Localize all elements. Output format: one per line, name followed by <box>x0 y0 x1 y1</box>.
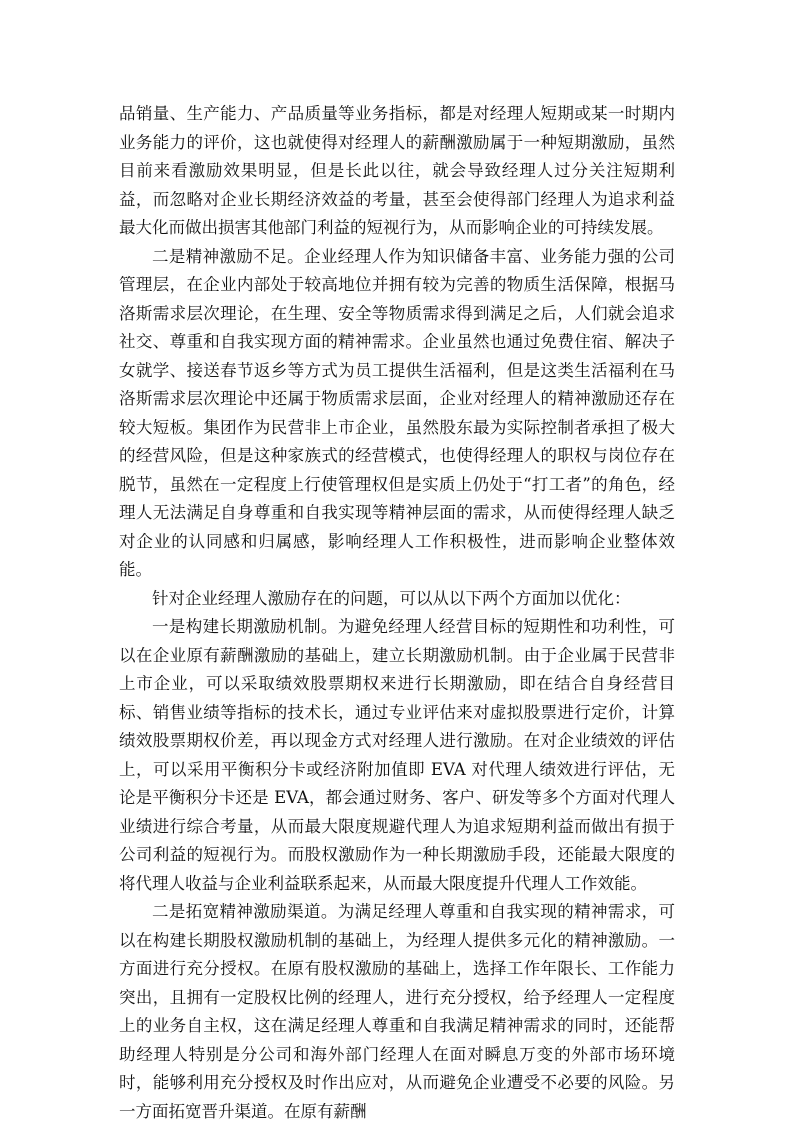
paragraph-continuation: 品销量、生产能力、产品质量等业务指标，都是对经理人短期或某一时期内业务能力的评价，这也就使得对经理人的薪酬激励属于一种短期激励，虽然目前来看激励效果明显，但是长此以往，就会导致经理人过分关注短期利益，而忽略对企业长期经济效益的考量，甚至会使得部门经理人为追求利益最大化而做出损害其他部门利益的短视行为，从而影响企业的可持续发展。 <box>119 104 675 237</box>
paragraph-long-term-incentive: 一是构建长期激励机制。为避免经理人经营目标的短期性和功利性，可以在企业原有薪酬激励的基础上，建立长期激励机制。由于企业属于民营非上市企业，可以采取绩效股票期权来进行长期激励，即在结合自身经营目标、销售业绩等指标的技术长，通过专业评估来对虚拟股票进行定价，计算绩效股票期权价差，再以现金方式对经理人进行激励。在对企业绩效的评估上，可以采用平衡积分卡或经济附加值即 EVA 对代理人绩效进行评估，无论是平衡积分卡还是 EVA，都会通过财务、客户、研发等多个方面对代理人业绩进行综合考量，从而最大限度规避代理人为追求短期利益而做出有损于公司利益的短视行为。而股权激励作为一种长期激励手段，还能最大限度的将代理人收益与企业利益联系起来，从而最大限度提升代理人工作效能。 <box>119 617 675 893</box>
paragraph-optimization-intro: 针对企业经理人激励存在的问题，可以从以下两个方面加以优化： <box>152 588 631 608</box>
paragraph-spiritual-incentive-shortage: 二是精神激励不足。企业经理人作为知识储备丰富、业务能力强的公司管理层，在企业内部处于较高地位并拥有较为完善的物质生活保障，根据马洛斯需求层次理论，在生理、安全等物质需求得到满足之后，人们就会追求社交、尊重和自我实现方面的精神需求。企业虽然也通过免费住宿、解决子女就学、接送春节返乡等方式为员工提供生活福利，但是这类生活福利在马洛斯需求层次理论中还属于物质需求层面，企业对经理人的精神激励还存在较大短板。集团作为民营非上市企业，虽然股东最为实际控制者承担了极大的经营风险，但是这种家族式的经营模式，也使得经理人的职权与岗位存在脱节，虽然在一定程度上行使管理权但是实质上仍处于“打工者”的角色，经理人无法满足自身尊重和自我实现等精神层面的需求，从而使得经理人缺乏对企业的认同感和归属感，影响经理人工作积极性，进而影响企业整体效能。 <box>119 246 675 579</box>
paragraph-spiritual-incentive-channels: 二是拓宽精神激励渠道。为满足经理人尊重和自我实现的精神需求，可以在构建长期股权激励机制的基础上，为经理人提供多元化的精神激励。一方面进行充分授权。在原有股权激励的基础上，选择工作年限长、工作能力突出，且拥有一定股权比例的经理人，进行充分授权，给予经理人一定程度上的业务自主权，这在满足经理人尊重和自我满足精神需求的同时，还能帮助经理人特别是分公司和海外部门经理人在面对瞬息万变的外部市场环境时，能够利用充分授权及时作出应对，从而避免企业遭受不必要的风险。另一方面拓宽晋升渠道。在原有薪酬 <box>119 902 675 1121</box>
document-body <box>119 100 675 1126</box>
